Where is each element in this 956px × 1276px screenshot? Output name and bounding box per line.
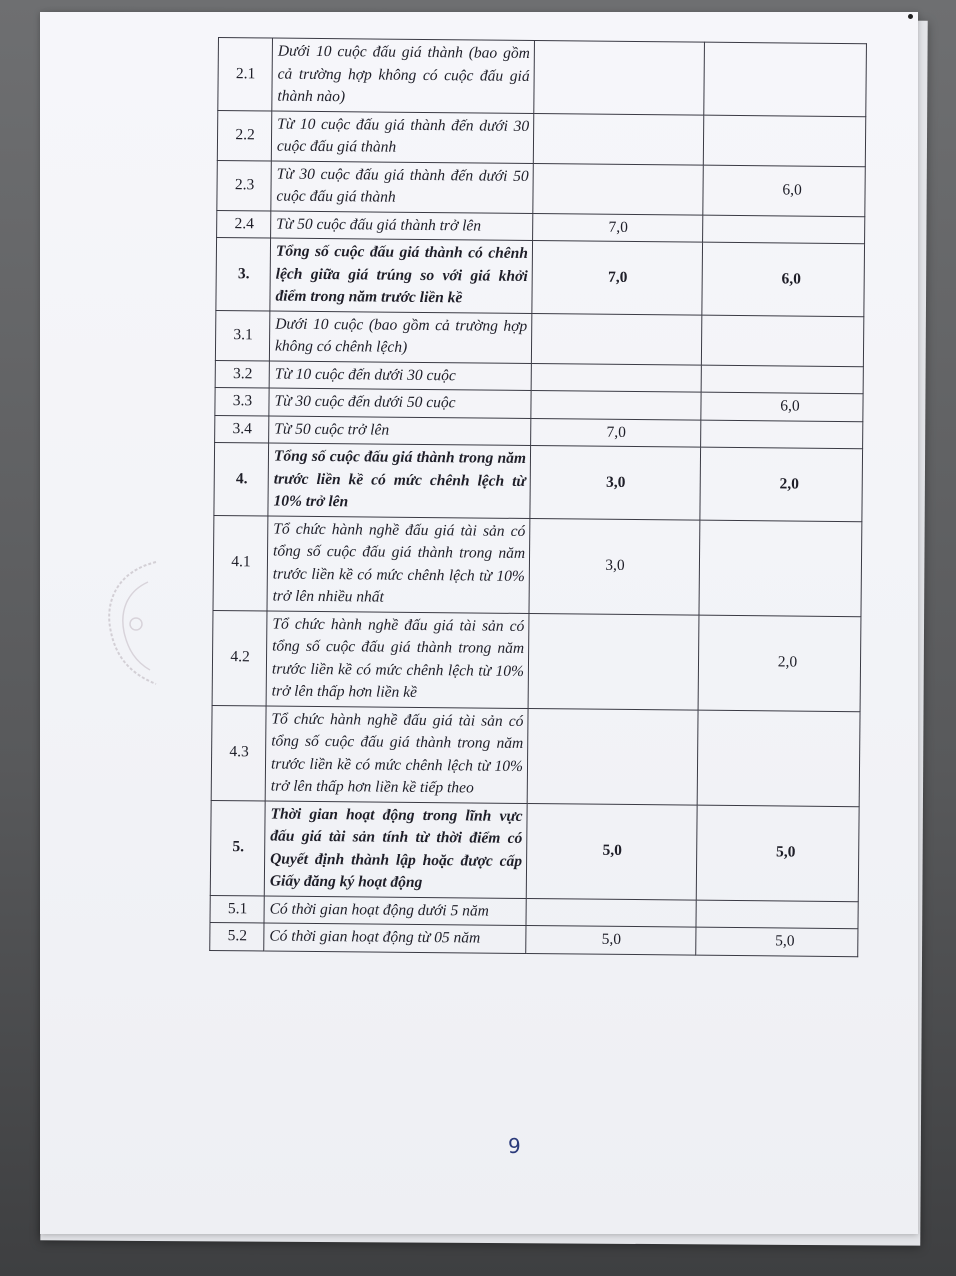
score-column-2 bbox=[699, 520, 862, 617]
row-criterion-text: Từ 50 cuộc trở lên bbox=[269, 416, 531, 446]
score-column-2 bbox=[704, 42, 867, 116]
score-column-1 bbox=[531, 363, 701, 392]
criteria-table-body bbox=[210, 38, 867, 957]
score-column-1: 7,0 bbox=[533, 213, 703, 242]
row-number: 4.3 bbox=[211, 705, 266, 801]
row-number: 2.1 bbox=[218, 38, 273, 111]
document-page bbox=[40, 12, 918, 1234]
score-column-1 bbox=[527, 708, 698, 805]
row-number: 2.2 bbox=[217, 110, 271, 161]
row-criterion-text: Có thời gian hoạt động từ 05 năm bbox=[264, 923, 526, 953]
row-number: 3.4 bbox=[215, 415, 269, 443]
score-column-1 bbox=[533, 113, 703, 165]
score-column-1: 3,0 bbox=[530, 446, 701, 520]
score-column-2: 6,0 bbox=[702, 242, 865, 316]
table-row bbox=[216, 237, 865, 316]
score-column-1 bbox=[531, 313, 701, 365]
table-row bbox=[210, 800, 859, 901]
score-column-1 bbox=[533, 163, 703, 215]
score-column-1: 3,0 bbox=[529, 518, 700, 615]
score-column-1: 7,0 bbox=[531, 418, 701, 447]
score-column-2: 2,0 bbox=[698, 615, 861, 712]
row-criterion-text: Từ 10 cuộc đấu giá thành đến dưới 30 cuộc đấu giá thành bbox=[271, 111, 533, 164]
row-criterion-text: Tổ chức hành nghề đấu giá tài sản có tổng số cuộc đấu giá thành trong năm trước liền kề có mức chênh lệch từ 10% trở lên thấp hơn liền kề tiếp theo bbox=[265, 705, 528, 803]
score-column-2 bbox=[696, 900, 858, 929]
criteria-table bbox=[209, 37, 867, 957]
row-criterion-text: Tổng số cuộc đấu giá thành có chênh lệch giữa giá trúng so với giá khởi điểm trong năm trước liền kề bbox=[270, 238, 533, 313]
table-row bbox=[218, 38, 867, 117]
score-column-2: 5,0 bbox=[696, 927, 858, 956]
table-row bbox=[217, 110, 865, 166]
table-row bbox=[215, 310, 863, 366]
row-criterion-text: Thời gian hoạt động trong lĩnh vực đấu giá tài sản tính từ thời điểm có Quyết định thành lập hoặc được cấp Giấy đăng ký hoạt động bbox=[264, 800, 527, 898]
table-row bbox=[210, 922, 858, 956]
table-row bbox=[217, 160, 865, 216]
row-criterion-text: Dưới 10 cuộc (bao gồm cả trường hợp không có chênh lệch) bbox=[269, 311, 531, 364]
row-number: 3.2 bbox=[215, 360, 269, 388]
row-criterion-text: Tổ chức hành nghề đấu giá tài sản có tổng số cuộc đấu giá thành trong năm trước liền kề có mức chênh lệch từ 10% trở lên nhiều nhất bbox=[267, 516, 530, 614]
score-column-2: 6,0 bbox=[701, 392, 863, 421]
row-criterion-text: Có thời gian hoạt động dưới 5 năm bbox=[264, 895, 526, 925]
score-column-2 bbox=[701, 315, 863, 367]
score-column-1: 5,0 bbox=[526, 925, 696, 954]
row-criterion-text: Từ 50 cuộc đấu giá thành trở lên bbox=[271, 211, 533, 241]
row-criterion-text: Tổng số cuộc đấu giá thành trong năm trước liền kề có mức chênh lệch từ 10% trở lên bbox=[268, 443, 531, 518]
score-column-2 bbox=[701, 365, 863, 394]
row-number: 4.1 bbox=[213, 515, 268, 611]
row-number: 3. bbox=[216, 237, 271, 310]
score-column-1: 5,0 bbox=[526, 803, 697, 900]
row-number: 3.3 bbox=[215, 387, 269, 415]
row-criterion-text: Từ 30 cuộc đến dưới 50 cuộc bbox=[269, 388, 531, 418]
score-column-2 bbox=[703, 215, 865, 244]
row-number: 5.1 bbox=[210, 895, 264, 923]
score-column-2: 6,0 bbox=[703, 165, 865, 217]
row-criterion-text: Từ 10 cuộc đến dưới 30 cuộc bbox=[269, 361, 531, 391]
row-number: 2.3 bbox=[217, 160, 271, 211]
page-number: 9 bbox=[508, 1134, 521, 1158]
score-column-1 bbox=[531, 391, 701, 420]
criteria-table-container bbox=[209, 37, 873, 957]
row-number: 3.1 bbox=[215, 310, 269, 361]
table-row bbox=[212, 610, 861, 711]
row-number: 4.2 bbox=[212, 610, 267, 706]
row-criterion-text: Dưới 10 cuộc đấu giá thành (bao gồm cả trường hợp không có cuộc đấu giá thành nào) bbox=[272, 38, 535, 113]
score-column-2: 5,0 bbox=[696, 805, 859, 902]
score-column-1: 7,0 bbox=[532, 241, 703, 315]
row-number: 5.2 bbox=[210, 922, 264, 950]
score-column-1 bbox=[528, 613, 699, 710]
table-row bbox=[211, 705, 860, 806]
score-column-2: 2,0 bbox=[700, 447, 863, 521]
faded-stamp-icon bbox=[96, 552, 160, 692]
table-row bbox=[213, 515, 862, 616]
row-criterion-text: Từ 30 cuộc đấu giá thành đến dưới 50 cuộc đấu giá thành bbox=[271, 161, 533, 214]
score-column-2 bbox=[697, 710, 860, 807]
score-column-2 bbox=[701, 420, 863, 449]
row-number: 4. bbox=[214, 442, 269, 515]
row-number: 5. bbox=[210, 800, 265, 896]
table-row bbox=[214, 442, 863, 521]
row-number: 2.4 bbox=[217, 210, 271, 238]
score-column-1 bbox=[534, 41, 705, 115]
score-column-1 bbox=[526, 898, 696, 927]
row-criterion-text: Tổ chức hành nghề đấu giá tài sản có tổng số cuộc đấu giá thành trong năm trước liền kề có mức chênh lệch từ 10% trở lên thấp hơn liền kề bbox=[266, 610, 529, 708]
ink-dot bbox=[908, 14, 913, 19]
score-column-2 bbox=[703, 115, 865, 167]
